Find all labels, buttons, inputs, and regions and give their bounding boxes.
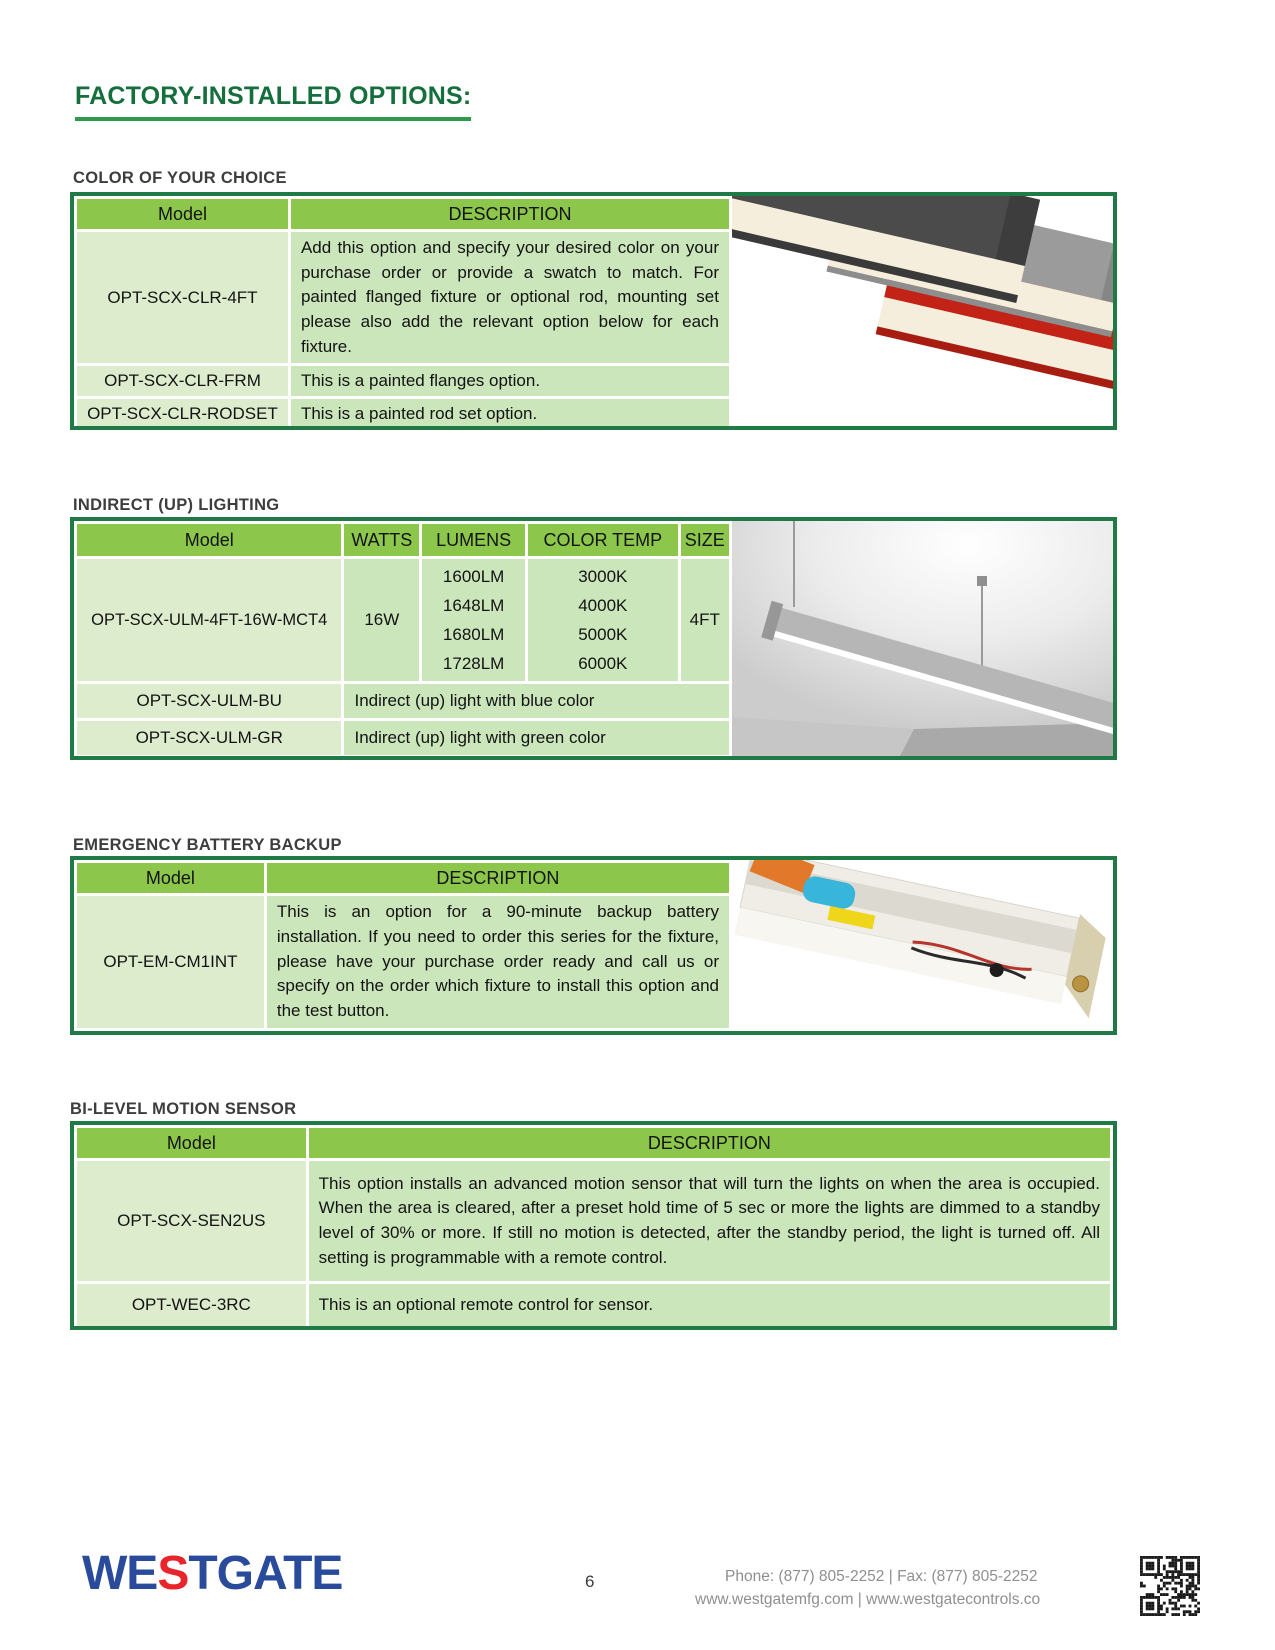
motion-sensor-table: [70, 1121, 1117, 1330]
column-header-description: DESCRIPTION: [267, 863, 729, 893]
column-header-watts: WATTS: [344, 524, 419, 556]
model-cell: OPT-SCX-SEN2US: [77, 1161, 306, 1281]
watts-cell: 16W: [344, 559, 419, 681]
column-header-model: Model: [77, 199, 288, 229]
colortemp-value: 3000K: [578, 567, 628, 586]
emergency-battery-table: [70, 856, 1117, 1035]
contact-info: [695, 1565, 1165, 1612]
column-header-size: SIZE: [681, 524, 730, 556]
section-heading-motion-sensor: BI-LEVEL MOTION SENSOR: [70, 1100, 297, 1118]
column-header-model: Model: [77, 524, 341, 556]
description-cell: This is a painted rod set option.: [291, 399, 729, 429]
phone-fax-line: Phone: (877) 805-2252 | Fax: (877) 805-2252: [725, 1568, 1038, 1585]
page-title: FACTORY-INSTALLED OPTIONS:: [75, 82, 471, 121]
description-cell: This is an option for a 90-minute backup battery installation. If you need to order this series for the fixture, please have your purchase order ready and call us or specify on the order which fixture to install this option and the test button.: [267, 896, 729, 1028]
column-header-description: DESCRIPTION: [291, 199, 729, 229]
lumens-value: 1600LM: [442, 567, 505, 586]
model-cell: OPT-WEC-3RC: [77, 1284, 306, 1326]
westgate-logo: [82, 1547, 343, 1600]
description-cell: This is an optional remote control for sensor.: [309, 1284, 1110, 1326]
lumens-value: 1648LM: [442, 596, 505, 615]
description-cell: Indirect (up) light with blue color: [344, 684, 729, 718]
lumens-cell: [422, 559, 525, 681]
column-header-lumens: LUMENS: [422, 524, 525, 556]
logo-text-red: S: [157, 1547, 189, 1600]
section-heading-emergency-battery: EMERGENCY BATTERY BACKUP: [73, 836, 342, 854]
size-cell: 4FT: [681, 559, 730, 681]
description-cell: This option installs an advanced motion sensor that will turn the lights on when the area is occupied. When the area is cleared, after a preset hold time of 5 sec or more the lights are dimmed to a standby level of 30% or more. If still no motion is detected, after the standby period, the light is turned off. All setting is programmable with a remote control.: [309, 1161, 1110, 1281]
colortemp-value: 4000K: [578, 596, 628, 615]
colortemp-value: 6000K: [578, 654, 628, 673]
colortemp-cell: [528, 559, 677, 681]
website-line: www.westgatemfg.com | www.westgatecontrols.co: [695, 1591, 1041, 1609]
section-heading-color-choice: COLOR OF YOUR CHOICE: [73, 169, 287, 187]
suspended-fixture-photo: [732, 521, 1113, 756]
model-cell: OPT-EM-CM1INT: [77, 896, 264, 1028]
motion-sensor-grid: [74, 1125, 1113, 1329]
section-heading-indirect-lighting: INDIRECT (UP) LIGHTING: [73, 496, 280, 514]
color-choice-table: [70, 192, 1117, 430]
description-cell: This is a painted flanges option.: [291, 366, 729, 396]
lumens-value: 1680LM: [442, 625, 505, 644]
column-header-description: DESCRIPTION: [309, 1128, 1110, 1158]
model-cell: OPT-SCX-CLR-4FT: [77, 232, 288, 363]
model-cell: OPT-SCX-CLR-RODSET: [77, 399, 288, 429]
indirect-lighting-grid: [74, 521, 732, 758]
model-cell: OPT-SCX-ULM-4FT-16W-MCT4: [77, 559, 341, 681]
lumens-value: 1728LM: [442, 654, 505, 673]
color-choice-grid: [74, 196, 732, 430]
page-number: 6: [585, 1572, 595, 1591]
model-cell: OPT-SCX-CLR-FRM: [77, 366, 288, 396]
colortemp-value: 5000K: [578, 625, 628, 644]
emergency-battery-grid: [74, 860, 732, 1031]
qr-code: [1140, 1556, 1200, 1616]
logo-text-blue: TGATE: [188, 1547, 343, 1600]
indirect-lighting-table: [70, 517, 1117, 760]
battery-backup-photo: [732, 860, 1113, 1031]
logo-text-blue: WE: [82, 1547, 158, 1600]
column-header-model: Model: [77, 863, 264, 893]
description-cell: Add this option and specify your desired color on your purchase order or provide a swatch to match. For painted flanged fixture or optional rod, mounting set please also add the relevant option below for each fixture.: [291, 232, 729, 363]
color-fixtures-photo: [732, 196, 1113, 426]
model-cell: OPT-SCX-ULM-BU: [77, 684, 341, 718]
column-header-colortemp: COLOR TEMP: [528, 524, 677, 556]
description-cell: Indirect (up) light with green color: [344, 721, 729, 755]
column-header-model: Model: [77, 1128, 306, 1158]
model-cell: OPT-SCX-ULM-GR: [77, 721, 341, 755]
